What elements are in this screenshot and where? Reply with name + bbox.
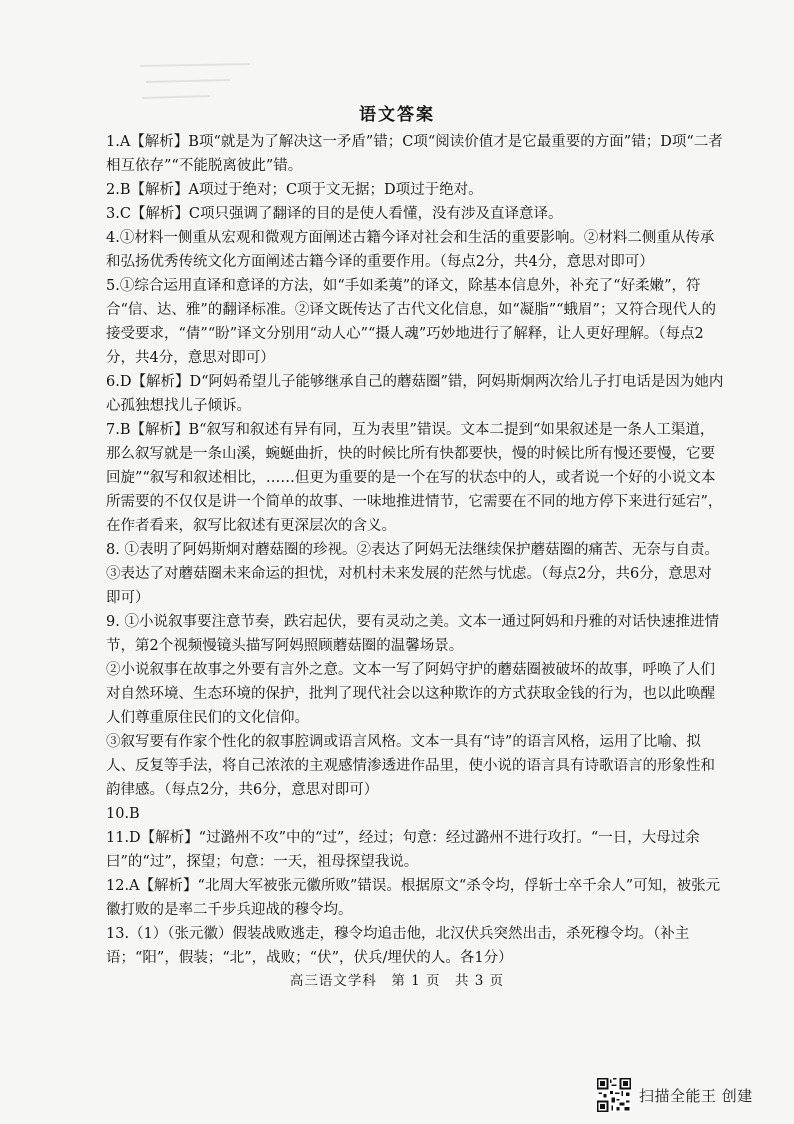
page-footer: 高三语文学科 第 1 页 共 3 页	[289, 973, 505, 989]
answer-item-6: 6.D【解析】D“阿妈希望儿子能够继承自己的蘑菇圈”错，阿妈斯炯两次给儿子打电话是因为她内心孤独想找儿子倾诉。	[106, 374, 724, 414]
answer-item-2: 2.B【解析】A项过于绝对；C项于文无据；D项过于绝对。	[106, 182, 483, 198]
answer-item-9-point-3: ③叙写要有作家个性化的叙事腔调或语言风格。文本一具有“诗”的语言风格，运用了比喻、拟人、反复等手法，将自己浓浓的主观感情渗透进作品里，使小说的语言具有诗歌语言的形象性和韵律感。（每点2分，共6分，意思对即可）	[106, 734, 715, 798]
answer-item-9-point-1: 9. ①小说叙事要注意节奏，跌宕起伏，要有灵动之美。文本一通过阿妈和丹雅的对话快速推进情节，第2个视频慢镜头描写阿妈照顾蘑菇圈的温馨场景。	[106, 614, 719, 654]
answer-item-4: 4.①材料一侧重从宏观和微观方面阐述古籍今译对社会和生活的重要影响。②材料二侧重从传承和弘扬优秀传统文化方面阐述古籍今译的重要作用。（每点2分，共4分，意思对即可）	[106, 230, 715, 270]
answer-item-3: 3.C【解析】C项只强调了翻译的目的是使人看懂，没有涉及直译意译。	[106, 206, 563, 222]
answer-item-9-point-2: ②小说叙事在故事之外要有言外之意。文本一写了阿妈守护的蘑菇圈被破坏的故事，呼唤了人们对自然环境、生态环境的保护，批判了现代社会以这种欺诈的方式获取金钱的行为，也以此唤醒人们尊重原住民们的文化信仰。	[106, 662, 715, 726]
answer-item-7: 7.B【解析】B“叙写和叙述有异有同，互为表里”错误。文本二提到“如果叙述是一条人工渠道，那么叙写就是一条山溪，蜿蜒曲折，快的时候比所有快都要快，慢的时候比所有慢还要慢，它要回旋”“叙写和叙述相比，……但更为重要的是一个在写的状态中的人，或者说一个好的小说文本所需要的不仅仅是讲一个简单的故事、一味地推进情节，它需要在不同的地方停下来进行延宕”，在作者看来，叙写比叙述有更深层次的含义。	[106, 422, 723, 534]
answer-item-12: 12.A【解析】“北周大军被张元徽所败”错误。根据原文“杀令均，俘斩士卒千余人”可知，被张元徽打败的是率二千步兵迎战的穆令均。	[106, 878, 721, 918]
answer-item-13: 13.（1）（张元徽）假装战败逃走，穆令均追击他，北汉伏兵突然出击，杀死穆令均。（补主语；“阳”，假装；“北”，战败；“伏”，伏兵/埋伏的人。各1分）	[106, 926, 690, 966]
answer-item-11: 11.D【解析】“过潞州不攻”中的“过”，经过；句意：经过潞州不进行攻打。“一日，大母过余曰”的“过”，探望；句意：一天，祖母探望我说。	[106, 830, 700, 870]
answer-list	[106, 130, 726, 970]
answer-item-10: 10.B	[106, 806, 140, 822]
page-title: 语文答案	[359, 105, 435, 125]
watermark-text: 扫描全能王 创建	[639, 1086, 753, 1105]
answer-item-5: 5.①综合运用直译和意译的方法，如“手如柔荑”的译文，除基本信息外，补充了“好柔嫩”，符合“信、达、雅”的翻译标准。②译文既传达了古代文化信息，如“凝脂”“蛾眉”；又符合现代人的接受要求，“倩”“盼”译文分别用“动人心”“摄人魂”巧妙地进行了解释，让人更好理解。（每点2分，共4分，意思对即可）	[106, 278, 716, 366]
answer-item-1: 1.A【解析】B项“就是为了解决这一矛盾”错；C项“阅读价值才是它最重要的方面”错；D项“二者相互依存”“不能脱离彼此”错。	[106, 134, 723, 174]
answer-item-8: 8. ①表明了阿妈斯炯对蘑菇圈的珍视。②表达了阿妈无法继续保护蘑菇圈的痛苦、无奈与自责。③表达了对蘑菇圈未来命运的担忧，对机村未来发展的茫然与忧虑。（每点2分，共6分，意思对即可）	[106, 542, 719, 606]
scanner-watermark	[597, 1075, 753, 1115]
qr-code-icon	[597, 1078, 631, 1112]
